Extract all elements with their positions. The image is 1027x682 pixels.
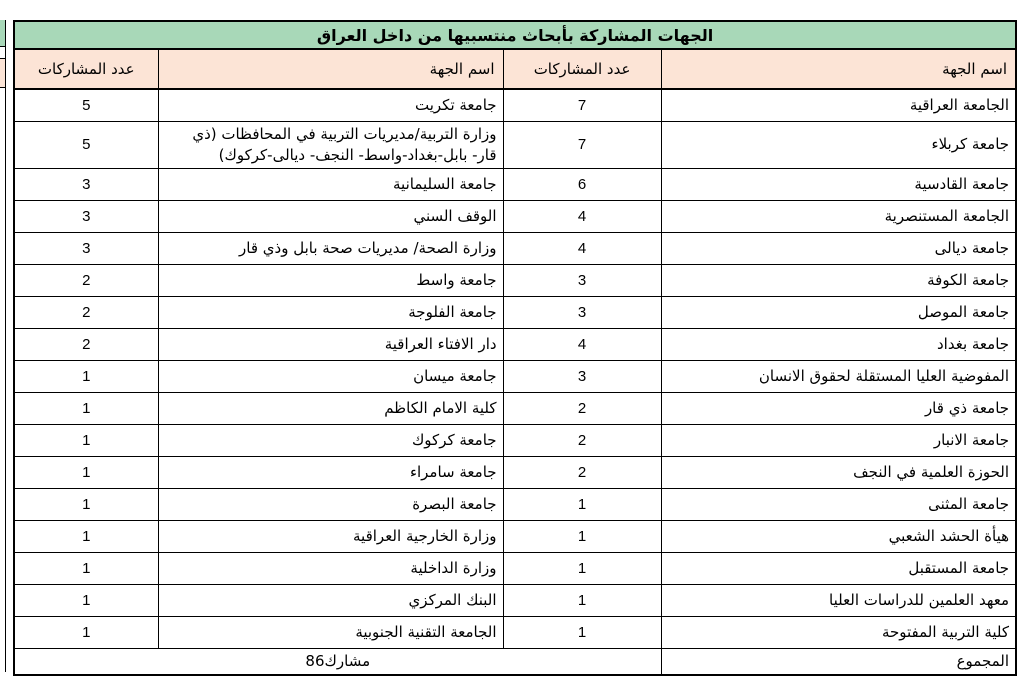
table-row: [14, 296, 1016, 328]
entity-name-right: الجامعة العراقية: [661, 89, 1016, 121]
header-entity-name-left: اسم الجهة: [158, 49, 503, 89]
table-row: [14, 200, 1016, 232]
participation-count-right: 1: [503, 520, 661, 552]
table-row: [14, 616, 1016, 648]
participation-count-left: 1: [14, 424, 158, 456]
table-row: [14, 424, 1016, 456]
participation-count-right: 1: [503, 552, 661, 584]
table-row: [14, 232, 1016, 264]
participation-count-left: 1: [14, 552, 158, 584]
participation-count-right: 1: [503, 616, 661, 648]
participation-count-left: 2: [14, 328, 158, 360]
entity-name-right: جامعة القادسية: [661, 168, 1016, 200]
entity-name-left: وزارة الخارجية العراقية: [158, 520, 503, 552]
table-row: [14, 121, 1016, 168]
cropped-gap: [0, 47, 5, 58]
participation-count-left: 5: [14, 89, 158, 121]
table-row: [14, 520, 1016, 552]
entity-name-left: الجامعة التقنية الجنوبية: [158, 616, 503, 648]
table-body: [14, 89, 1016, 648]
table-row: [14, 328, 1016, 360]
participation-count-right: 6: [503, 168, 661, 200]
entity-name-right: معهد العلمين للدراسات العليا: [661, 584, 1016, 616]
title-row: [14, 21, 1016, 49]
header-entity-name-right: اسم الجهة: [661, 49, 1016, 89]
participation-count-right: 4: [503, 232, 661, 264]
entity-name-right: هيأة الحشد الشعبي: [661, 520, 1016, 552]
entity-name-right: جامعة ديالى: [661, 232, 1016, 264]
table-row: [14, 584, 1016, 616]
participation-count-left: 3: [14, 200, 158, 232]
entity-name-left: جامعة البصرة: [158, 488, 503, 520]
entity-name-right: المفوضية العليا المستقلة لحقوق الانسان: [661, 360, 1016, 392]
table-row: [14, 168, 1016, 200]
table-row: [14, 456, 1016, 488]
entity-name-right: جامعة المثنى: [661, 488, 1016, 520]
table-title: الجهات المشاركة بأبحاث منتسبيها من داخل العراق: [14, 21, 1016, 49]
participation-count-left: 3: [14, 168, 158, 200]
entity-name-left: جامعة كركوك: [158, 424, 503, 456]
entity-name-left: جامعة واسط: [158, 264, 503, 296]
entity-name-left: جامعة الفلوجة: [158, 296, 503, 328]
cropped-header-band: [0, 58, 5, 88]
participation-count-left: 1: [14, 456, 158, 488]
entity-name-left: جامعة سامراء: [158, 456, 503, 488]
entity-name-left: كلية الامام الكاظم: [158, 392, 503, 424]
entity-name-right: جامعة الكوفة: [661, 264, 1016, 296]
participation-count-left: 5: [14, 121, 158, 168]
entity-name-right: جامعة بغداد: [661, 328, 1016, 360]
participation-count-left: 1: [14, 360, 158, 392]
table-row: [14, 360, 1016, 392]
participation-count-left: 3: [14, 232, 158, 264]
participation-count-right: 1: [503, 584, 661, 616]
entity-name-right: كلية التربية المفتوحة: [661, 616, 1016, 648]
participation-count-left: 1: [14, 584, 158, 616]
entity-name-right: جامعة الانبار: [661, 424, 1016, 456]
participation-count-right: 2: [503, 392, 661, 424]
entity-name-left: جامعة ميسان: [158, 360, 503, 392]
total-value: مشارك86: [14, 648, 661, 675]
participation-count-right: 4: [503, 328, 661, 360]
table-row: [14, 488, 1016, 520]
participation-count-right: 7: [503, 89, 661, 121]
participation-count-right: 3: [503, 296, 661, 328]
participation-count-right: 7: [503, 121, 661, 168]
table-row: [14, 89, 1016, 121]
entity-name-left: جامعة السليمانية: [158, 168, 503, 200]
table-row: [14, 264, 1016, 296]
participation-count-left: 1: [14, 616, 158, 648]
entity-name-right: جامعة المستقبل: [661, 552, 1016, 584]
total-label: المجموع: [661, 648, 1016, 675]
participation-count-right: 4: [503, 200, 661, 232]
participation-count-right: 1: [503, 488, 661, 520]
participation-count-right: 3: [503, 264, 661, 296]
entity-name-left: جامعة تكريت: [158, 89, 503, 121]
participation-count-right: 3: [503, 360, 661, 392]
entity-name-left: الوقف السني: [158, 200, 503, 232]
participation-count-right: 2: [503, 424, 661, 456]
participation-count-left: 1: [14, 520, 158, 552]
cropped-neighbor-column: [0, 20, 6, 672]
cropped-title-band: [0, 20, 5, 47]
entity-name-right: جامعة ذي قار: [661, 392, 1016, 424]
page: [13, 20, 1017, 676]
total-row: [14, 648, 1016, 675]
header-participation-count-right: عدد المشاركات: [503, 49, 661, 89]
header-row: [14, 49, 1016, 89]
entity-name-left: وزارة الداخلية: [158, 552, 503, 584]
participants-table: [13, 20, 1017, 676]
entity-name-left: دار الافتاء العراقية: [158, 328, 503, 360]
participation-count-left: 1: [14, 488, 158, 520]
table-row: [14, 552, 1016, 584]
participation-count-left: 1: [14, 392, 158, 424]
entity-name-left: البنك المركزي: [158, 584, 503, 616]
entity-name-right: جامعة الموصل: [661, 296, 1016, 328]
table-row: [14, 392, 1016, 424]
participation-count-left: 2: [14, 264, 158, 296]
participation-count-left: 2: [14, 296, 158, 328]
entity-name-left: وزارة التربية/مديريات التربية في المحافظات (ذي قار- بابل-بغداد-واسط- النجف- ديالى-كركوك): [158, 121, 503, 168]
entity-name-left: وزارة الصحة/ مديريات صحة بابل وذي قار: [158, 232, 503, 264]
participation-count-right: 2: [503, 456, 661, 488]
entity-name-right: الجامعة المستنصرية: [661, 200, 1016, 232]
entity-name-right: جامعة كربلاء: [661, 121, 1016, 168]
header-participation-count-left: عدد المشاركات: [14, 49, 158, 89]
entity-name-right: الحوزة العلمية في النجف: [661, 456, 1016, 488]
